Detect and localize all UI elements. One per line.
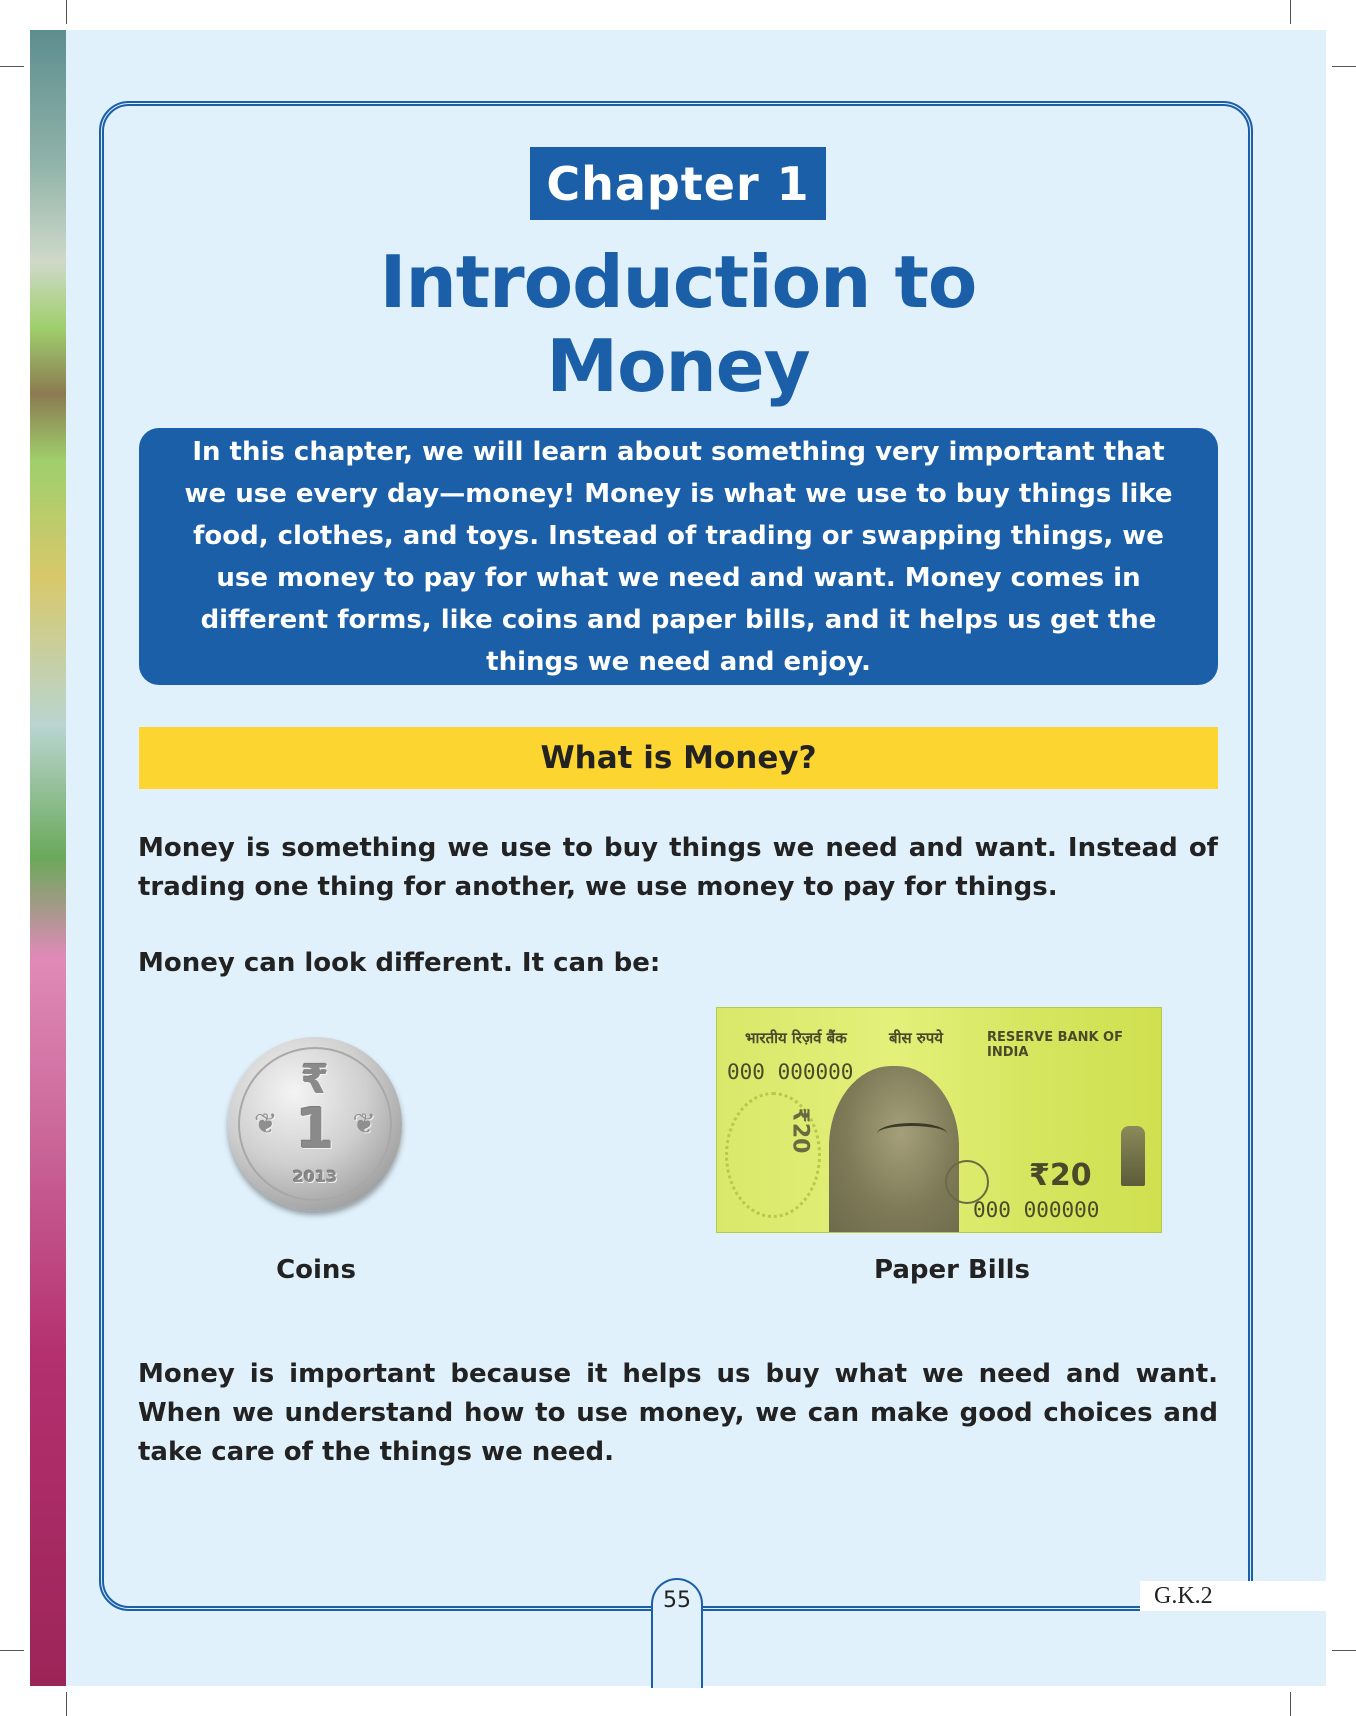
banknote-hindi-bank-name: भारतीय रिज़र्व बैंक bbox=[745, 1029, 847, 1047]
coin-value: 1 bbox=[295, 1097, 335, 1162]
coins-caption: Coins bbox=[276, 1255, 356, 1285]
banknote-denomination: ₹20 bbox=[1029, 1158, 1092, 1193]
banknote-image bbox=[716, 1007, 1162, 1233]
banknote-portrait-glasses bbox=[877, 1123, 947, 1144]
crop-mark bbox=[66, 0, 67, 24]
crop-mark bbox=[0, 1650, 24, 1651]
banknote-serial-bottom: 000 000000 bbox=[973, 1198, 1100, 1222]
banknote-portrait bbox=[829, 1066, 959, 1233]
page-number: 55 bbox=[663, 1588, 691, 1613]
book-code: G.K.2 bbox=[1140, 1581, 1326, 1611]
crop-mark bbox=[66, 1692, 67, 1716]
chapter-title-line2: Money bbox=[546, 324, 810, 408]
banknote-denomination-vertical: ₹20 bbox=[787, 1107, 813, 1154]
paragraph-importance: Money is important because it helps us buy what we need and want. When we understand how to use money, we can make good choices and take care of the things we need. bbox=[138, 1359, 1218, 1467]
banknote-emblem-icon bbox=[1121, 1126, 1145, 1186]
coin-leaf-left-icon: ❦ bbox=[254, 1107, 278, 1140]
banknote-hindi-value: बीस रुपये bbox=[889, 1029, 944, 1047]
paragraph-definition: Money is something we use to buy things we need and want. Instead of trading one thing for another, we use money to pay for things. bbox=[138, 833, 1218, 902]
coin-leaf-right-icon: ❦ bbox=[352, 1107, 376, 1140]
coin-image bbox=[228, 1037, 402, 1211]
intro-text: In this chapter, we will learn about something very important that we use every day—money! Money is what we use to buy things like food, clothes, and toys. Instead of trading or swapping things, we use money to pay for what we need and want. Money comes in different forms, like coins and paper bills, and it helps us get the things we need and enjoy. bbox=[184, 436, 1173, 677]
paper-bills-caption: Paper Bills bbox=[873, 1255, 1031, 1285]
section-heading: What is Money? bbox=[540, 740, 817, 776]
banknote-serial-top: 000 000000 bbox=[727, 1060, 854, 1084]
chapter-label: Chapter 1 bbox=[530, 147, 826, 220]
coin-rupee-symbol: ₹ bbox=[301, 1057, 329, 1103]
banknote-bank-name: RESERVE BANK OF INDIA bbox=[987, 1030, 1123, 1060]
chapter-title-line1: Introduction to bbox=[379, 240, 977, 324]
section-heading-bar bbox=[139, 727, 1218, 789]
crop-mark bbox=[0, 66, 24, 67]
intro-box bbox=[139, 428, 1218, 685]
chapter-title bbox=[300, 240, 1056, 408]
crop-mark bbox=[1290, 1692, 1291, 1716]
crop-mark bbox=[1332, 1650, 1356, 1651]
crop-mark bbox=[1290, 0, 1291, 24]
decorative-side-strip bbox=[30, 30, 66, 1686]
paragraph-forms: Money can look different. It can be: bbox=[138, 948, 661, 978]
crop-mark bbox=[1332, 66, 1356, 67]
coin-year: 2013 bbox=[292, 1167, 338, 1186]
